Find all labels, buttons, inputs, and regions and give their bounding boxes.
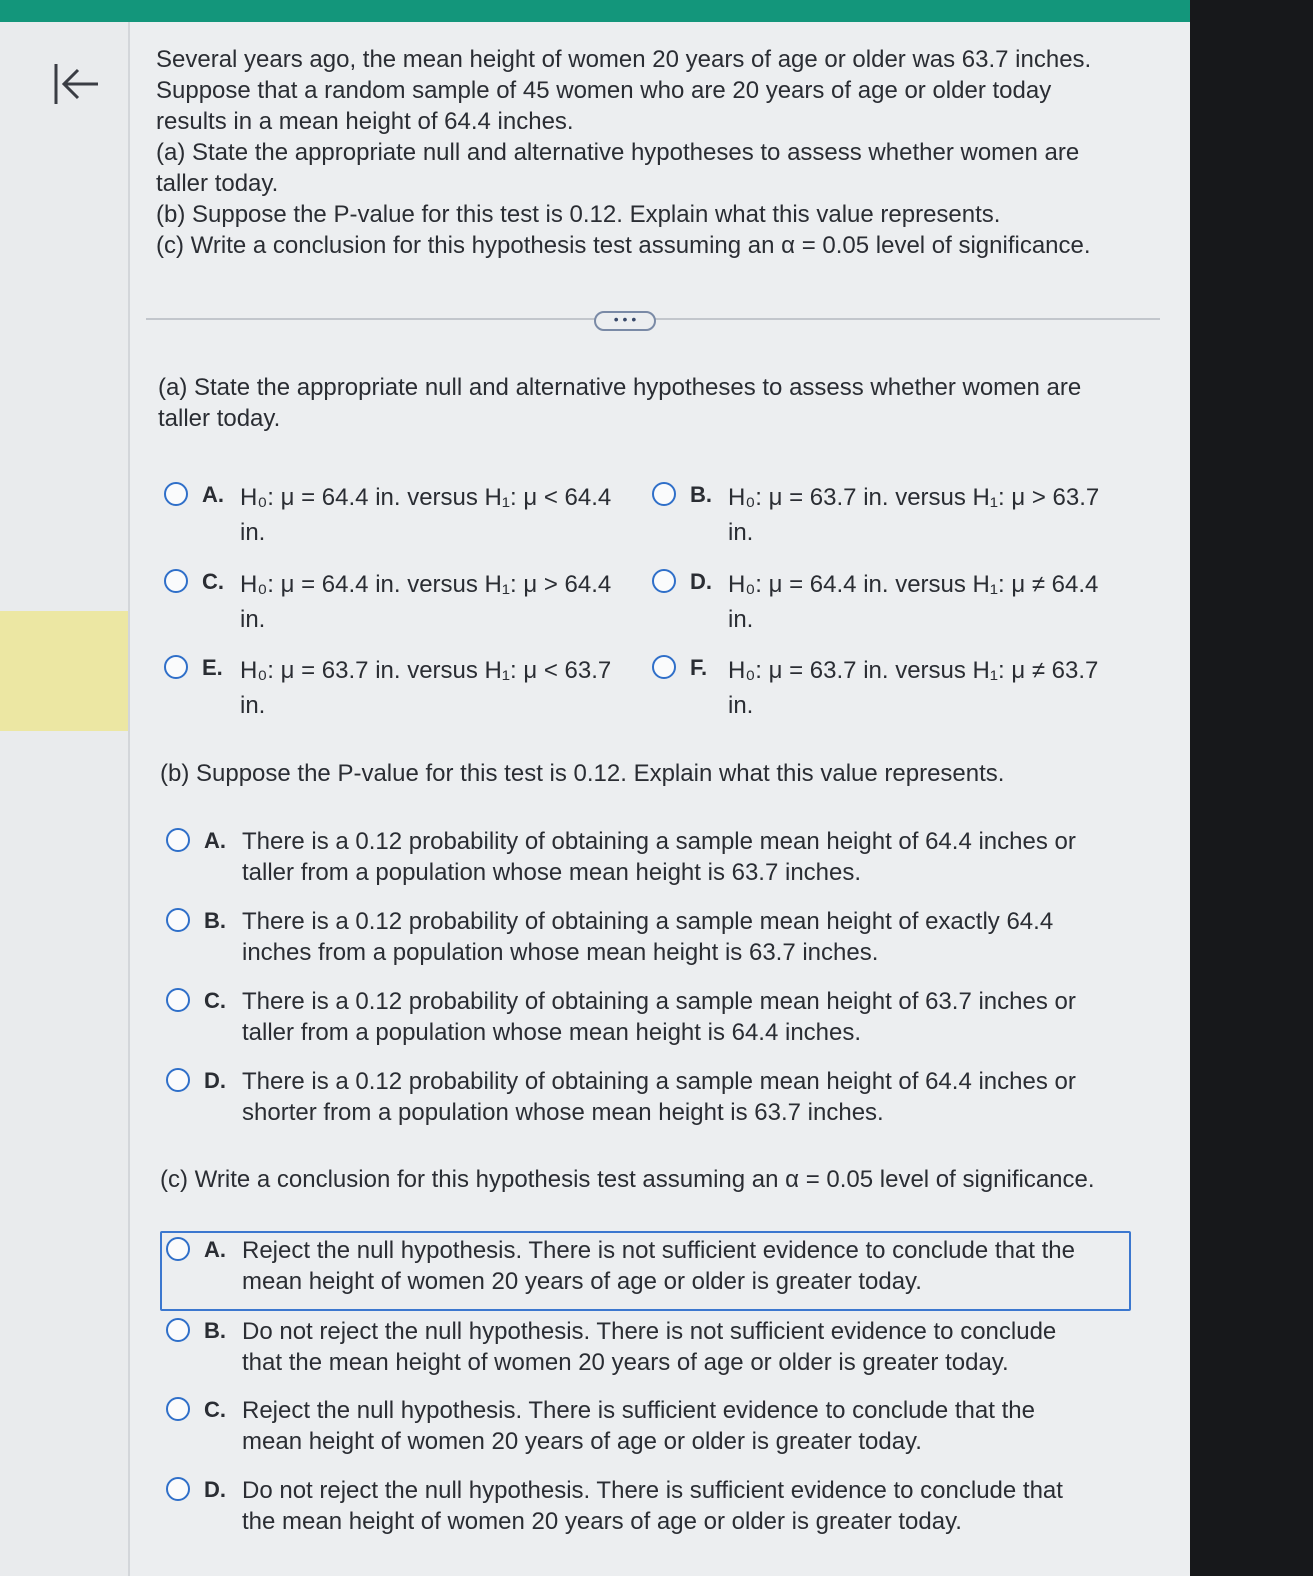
main-content <box>130 22 1190 1576</box>
option-letter: D. <box>204 1477 226 1502</box>
question-screen <box>0 22 1190 1576</box>
intro-line: (c) Write a conclusion for this hypothesis test assuming an α = 0.05 level of significance. <box>156 232 1091 259</box>
option-text: There is a 0.12 probability of obtaining a sample mean height of exactly 64.4 inches from a population whose mean height is 63.7 inches. <box>242 908 1054 966</box>
option-text: H₀: μ = 63.7 in. versus H₁: μ < 63.7 in. <box>240 657 612 719</box>
expand-more-button[interactable]: • • • <box>594 311 656 331</box>
option-letter: D. <box>204 1068 226 1093</box>
radio-button[interactable] <box>166 828 190 852</box>
option-letter: A. <box>204 1237 226 1262</box>
radio-button[interactable] <box>166 1318 190 1342</box>
option-b-B[interactable] <box>166 906 1086 968</box>
option-letter: A. <box>204 828 226 853</box>
intro-line: results in a mean height of 64.4 inches. <box>156 108 574 135</box>
problem-statement <box>156 44 1156 261</box>
intro-line: Suppose that a random sample of 45 women who are 20 years of age or older today <box>156 77 1052 104</box>
radio-button[interactable] <box>164 569 188 593</box>
option-letter: B. <box>690 482 712 507</box>
option-letter: D. <box>690 569 712 594</box>
intro-line: (b) Suppose the P-value for this test is 0.12. Explain what this value represents. <box>156 201 1001 228</box>
radio-button[interactable] <box>652 482 676 506</box>
part-a-question <box>158 372 1158 434</box>
radio-button[interactable] <box>166 1397 190 1421</box>
option-letter: C. <box>202 569 224 594</box>
option-a-C[interactable] <box>164 567 620 637</box>
option-c-A[interactable] <box>166 1235 1086 1297</box>
option-a-E[interactable] <box>164 653 620 723</box>
question-text: (a) State the appropriate null and alternative hypotheses to assess whether women are taller today. <box>158 374 1082 432</box>
option-c-C[interactable] <box>166 1395 1086 1457</box>
option-text: H₀: μ = 64.4 in. versus H₁: μ ≠ 64.4 in. <box>728 571 1099 633</box>
radio-button[interactable] <box>166 908 190 932</box>
intro-line: Several years ago, the mean height of women 20 years of age or older was 63.7 inches. <box>156 46 1092 73</box>
option-text: Do not reject the null hypothesis. There is not sufficient evidence to conclude that the mean height of women 20 years of age or older is greater today. <box>242 1318 1057 1376</box>
question-text: (c) Write a conclusion for this hypothesis test assuming an α = 0.05 level of significance. <box>160 1166 1095 1193</box>
option-letter: F. <box>690 655 708 680</box>
option-text: There is a 0.12 probability of obtaining a sample mean height of 63.7 inches or taller from a population whose mean height is 64.4 inches. <box>242 988 1076 1046</box>
radio-button[interactable] <box>166 1237 190 1261</box>
option-a-B[interactable] <box>652 480 1108 550</box>
radio-button[interactable] <box>652 655 676 679</box>
option-a-F[interactable] <box>652 653 1108 723</box>
option-text: H₀: μ = 63.7 in. versus H₁: μ > 63.7 in. <box>728 484 1100 546</box>
question-text: (b) Suppose the P-value for this test is 0.12. Explain what this value represents. <box>160 760 1005 787</box>
option-text: H₀: μ = 63.7 in. versus H₁: μ ≠ 63.7 in. <box>728 657 1099 719</box>
option-text: H₀: μ = 64.4 in. versus H₁: μ > 64.4 in. <box>240 571 612 633</box>
option-text: Do not reject the null hypothesis. There is sufficient evidence to conclude that the mean height of women 20 years of age or older is greater today. <box>242 1477 1063 1535</box>
radio-button[interactable] <box>164 655 188 679</box>
radio-button[interactable] <box>166 1477 190 1501</box>
option-b-A[interactable] <box>166 826 1086 888</box>
option-letter: B. <box>204 1318 226 1343</box>
option-a-D[interactable] <box>652 567 1108 637</box>
radio-button[interactable] <box>166 1068 190 1092</box>
top-accent-bar <box>0 0 1190 22</box>
radio-button[interactable] <box>652 569 676 593</box>
screen-bezel <box>1190 0 1313 1576</box>
radio-button[interactable] <box>166 988 190 1012</box>
option-c-D[interactable] <box>166 1475 1086 1537</box>
option-text: H₀: μ = 64.4 in. versus H₁: μ < 64.4 in. <box>240 484 612 546</box>
intro-line: (a) State the appropriate null and alternative hypotheses to assess whether women are <box>156 139 1080 166</box>
option-text: There is a 0.12 probability of obtaining a sample mean height of 64.4 inches or shorter from a population whose mean height is 63.7 inches. <box>242 1068 1076 1126</box>
option-text: There is a 0.12 probability of obtaining a sample mean height of 64.4 inches or taller from a population whose mean height is 63.7 inches. <box>242 828 1076 886</box>
option-a-A[interactable] <box>164 480 620 550</box>
collapse-left-icon[interactable] <box>50 60 102 108</box>
part-c-question <box>160 1164 1160 1195</box>
option-b-C[interactable] <box>166 986 1086 1048</box>
radio-button[interactable] <box>164 482 188 506</box>
part-b-question <box>160 758 1160 789</box>
option-c-B[interactable] <box>166 1316 1086 1378</box>
option-letter: B. <box>204 908 226 933</box>
option-letter: C. <box>204 1397 226 1422</box>
option-text: Reject the null hypothesis. There is not sufficient evidence to conclude that the mean height of women 20 years of age or older is greater today. <box>242 1237 1075 1295</box>
left-panel <box>0 22 130 1576</box>
row-highlight <box>0 611 128 731</box>
intro-line: taller today. <box>156 170 279 197</box>
option-letter: C. <box>204 988 226 1013</box>
option-text: Reject the null hypothesis. There is sufficient evidence to conclude that the mean height of women 20 years of age or older is greater today. <box>242 1397 1035 1455</box>
option-letter: A. <box>202 482 224 507</box>
option-b-D[interactable] <box>166 1066 1086 1128</box>
option-letter: E. <box>202 655 223 680</box>
